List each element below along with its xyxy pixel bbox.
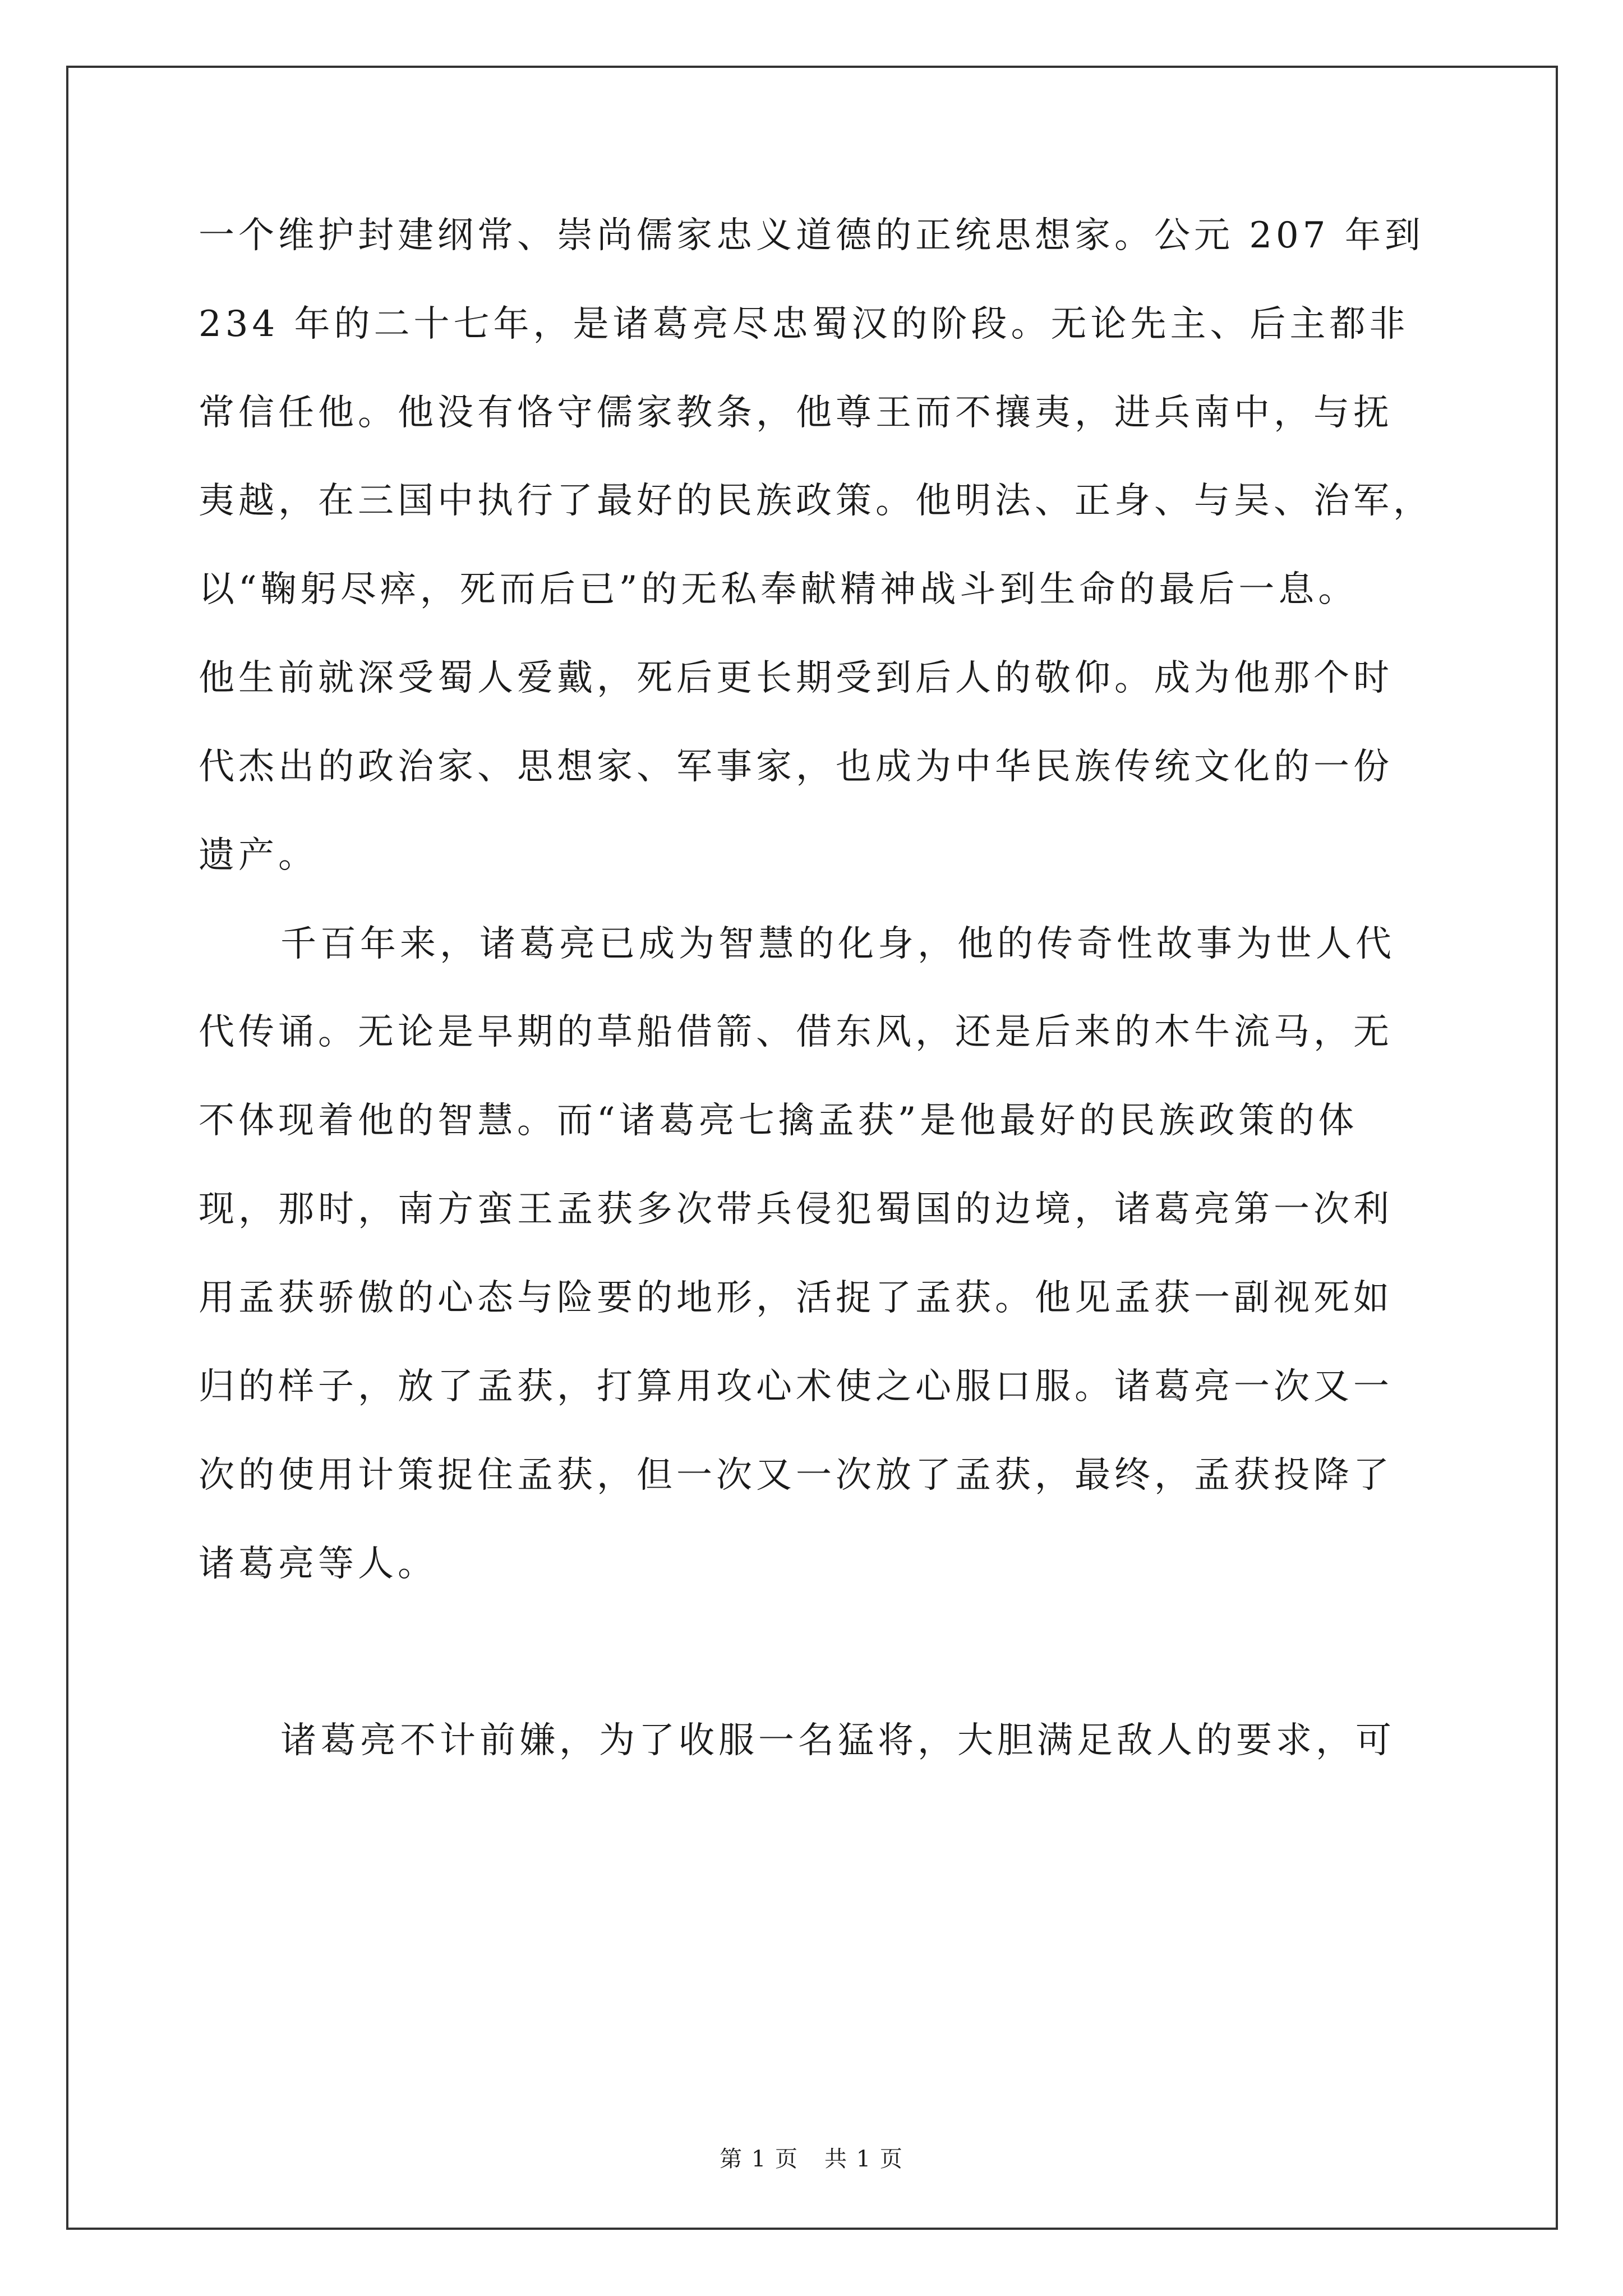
paragraph-start-line: 诸葛亮不计前嫌，为了收服一名猛将，大胆满足敌人的要求，可 bbox=[280, 1720, 1395, 1761]
text-line: 常信任他。他没有恪守儒家教条，他尊王而不攘夷，进兵南中，与抚 bbox=[199, 392, 1393, 434]
text-line: 一个维护封建纲常、崇尚儒家忠义道德的正统思想家。公元 207 年到 bbox=[199, 215, 1424, 256]
text-line: 次的使用计策捉住孟获，但一次又一次放了孟获，最终，孟获投降了 bbox=[199, 1455, 1393, 1496]
text-line: 234 年的二十七年，是诸葛亮尽忠蜀汉的阶段。无论先主、后主都非 bbox=[199, 303, 1409, 345]
text-line: 以“鞠躬尽瘁，死而后已”的无私奉献精神战斗到生命的最后一息。 bbox=[199, 569, 1358, 610]
page-footer bbox=[0, 2145, 1623, 2173]
page-total: 共 1 页 bbox=[824, 2146, 903, 2172]
text-line: 遗产。 bbox=[199, 835, 318, 876]
text-line: 用孟获骄傲的心态与险要的地形，活捉了孟获。他见孟获一副视死如 bbox=[199, 1277, 1393, 1319]
text-line: 诸葛亮等人。 bbox=[199, 1543, 437, 1585]
text-line: 归的样子，放了孟获，打算用攻心术使之心服口服。诸葛亮一次又一 bbox=[199, 1366, 1393, 1407]
text-line: 代传诵。无论是早期的草船借箭、借东风，还是后来的木牛流马，无 bbox=[199, 1011, 1393, 1053]
page-number: 第 1 页 bbox=[720, 2146, 799, 2172]
text-line: 不体现着他的智慧。而“诸葛亮七擒孟获”是他最好的民族政策的体 bbox=[199, 1100, 1358, 1142]
text-line: 现，那时，南方蛮王孟获多次带兵侵犯蜀国的边境，诸葛亮第一次利 bbox=[199, 1189, 1393, 1230]
text-line: 代杰出的政治家、思想家、军事家，也成为中华民族传统文化的一份 bbox=[199, 746, 1393, 788]
text-line: 他生前就深受蜀人爱戴，死后更长期受到后人的敬仰。成为他那个时 bbox=[199, 657, 1393, 699]
paragraph-start-line: 千百年来，诸葛亮已成为智慧的化身，他的传奇性故事为世人代 bbox=[280, 923, 1395, 965]
text-line: 夷越，在三国中执行了最好的民族政策。他明法、正身、与吴、治军， bbox=[199, 480, 1433, 522]
